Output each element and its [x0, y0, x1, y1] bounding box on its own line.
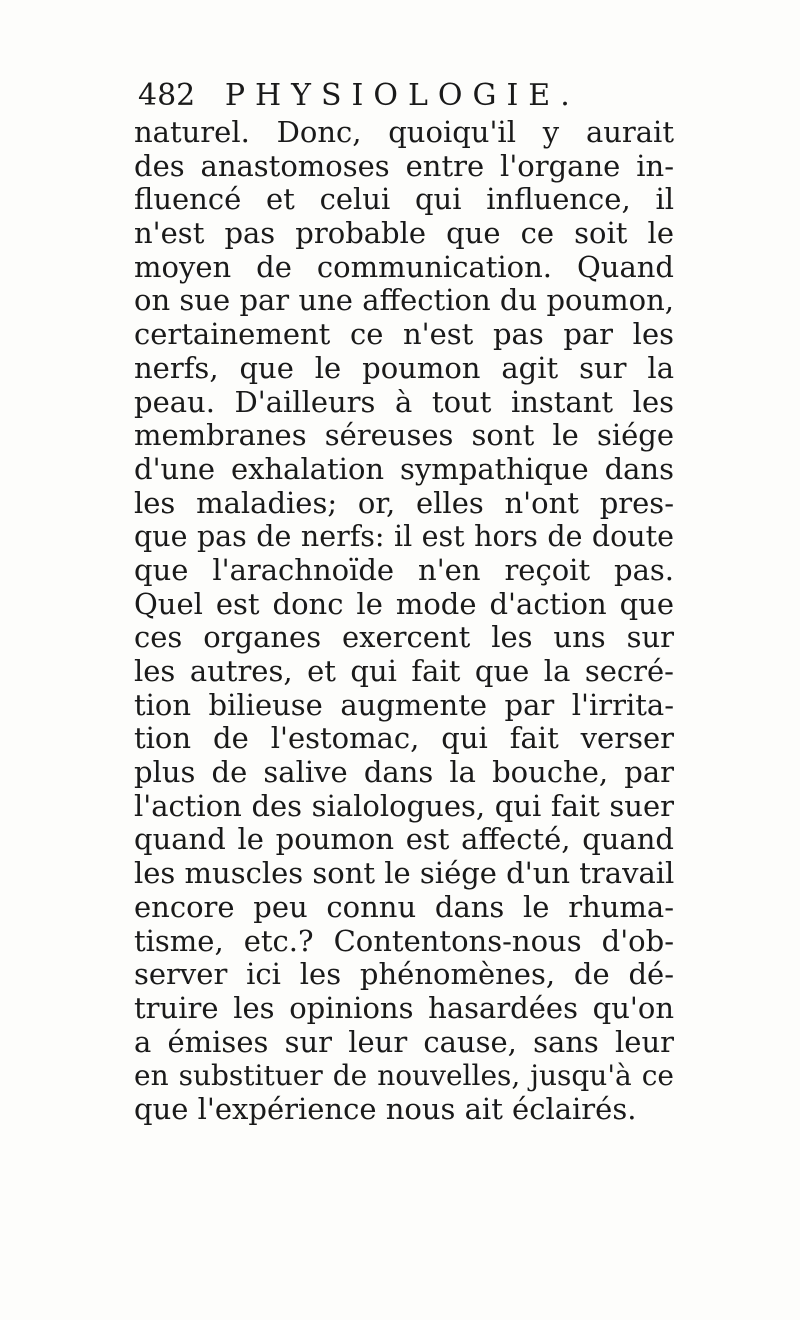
text-line: peau. D'ailleurs à tout instant les: [134, 384, 674, 419]
text-line: d'une exhalation sympathique dans: [134, 451, 674, 486]
text-line: certainement ce n'est pas par les: [134, 317, 674, 352]
text-line: quand le poumon est affecté, quand: [134, 822, 674, 857]
text-line: les autres, et qui fait que la secré-: [134, 654, 674, 688]
text-line: a émises sur leur cause, sans leur: [134, 1024, 674, 1059]
text-line: des anastomoses entre l'organe in-: [134, 148, 674, 183]
page-header: [138, 76, 678, 116]
text-line: Quel est donc le mode d'action que: [134, 586, 674, 621]
text-line: les maladies; or, elles n'ont pres-: [134, 485, 674, 520]
text-line: tisme, etc.? Contentons-nous d'ob-: [134, 923, 674, 958]
text-line: membranes séreuses sont le siége: [134, 418, 674, 453]
text-line: tion bilieuse augmente par l'irrita-: [134, 687, 674, 722]
text-line: en substituer de nouvelles, jusqu'à ce: [134, 1059, 674, 1093]
text-line: l'action des sialologues, qui fait suer: [134, 788, 674, 823]
body-text: [134, 116, 674, 1127]
text-line: plus de salive dans la bouche, par: [134, 755, 674, 790]
text-line: naturel. Donc, quoiqu'il y aurait: [134, 115, 674, 149]
text-line: encore peu connu dans le rhuma-: [134, 889, 674, 924]
text-line: les muscles sont le siége d'un travail: [134, 856, 675, 891]
text-line: server ici les phénomènes, de dé-: [134, 957, 674, 992]
page-number: 482: [138, 78, 196, 113]
text-line: on sue par une affection du poumon,: [134, 283, 674, 318]
text-line: tion de l'estomac, qui fait verser: [134, 721, 674, 756]
text-line: ces organes exercent les uns sur: [134, 620, 674, 655]
text-line: fluencé et celui qui influence, il: [134, 182, 674, 217]
running-head: PHYSIOLOGIE.: [224, 78, 580, 113]
text-line: truire les opinions hasardées qu'on: [134, 990, 674, 1025]
text-line: que l'arachnoïde n'en reçoit pas.: [134, 552, 674, 587]
text-line: que l'expérience nous ait éclairés.: [134, 1091, 637, 1126]
text-line: que pas de nerfs: il est hors de doute: [134, 520, 674, 554]
text-line: moyen de communication. Quand: [134, 249, 674, 284]
text-line: n'est pas probable que ce soit le: [134, 216, 674, 251]
text-line: nerfs, que le poumon agit sur la: [134, 350, 674, 385]
